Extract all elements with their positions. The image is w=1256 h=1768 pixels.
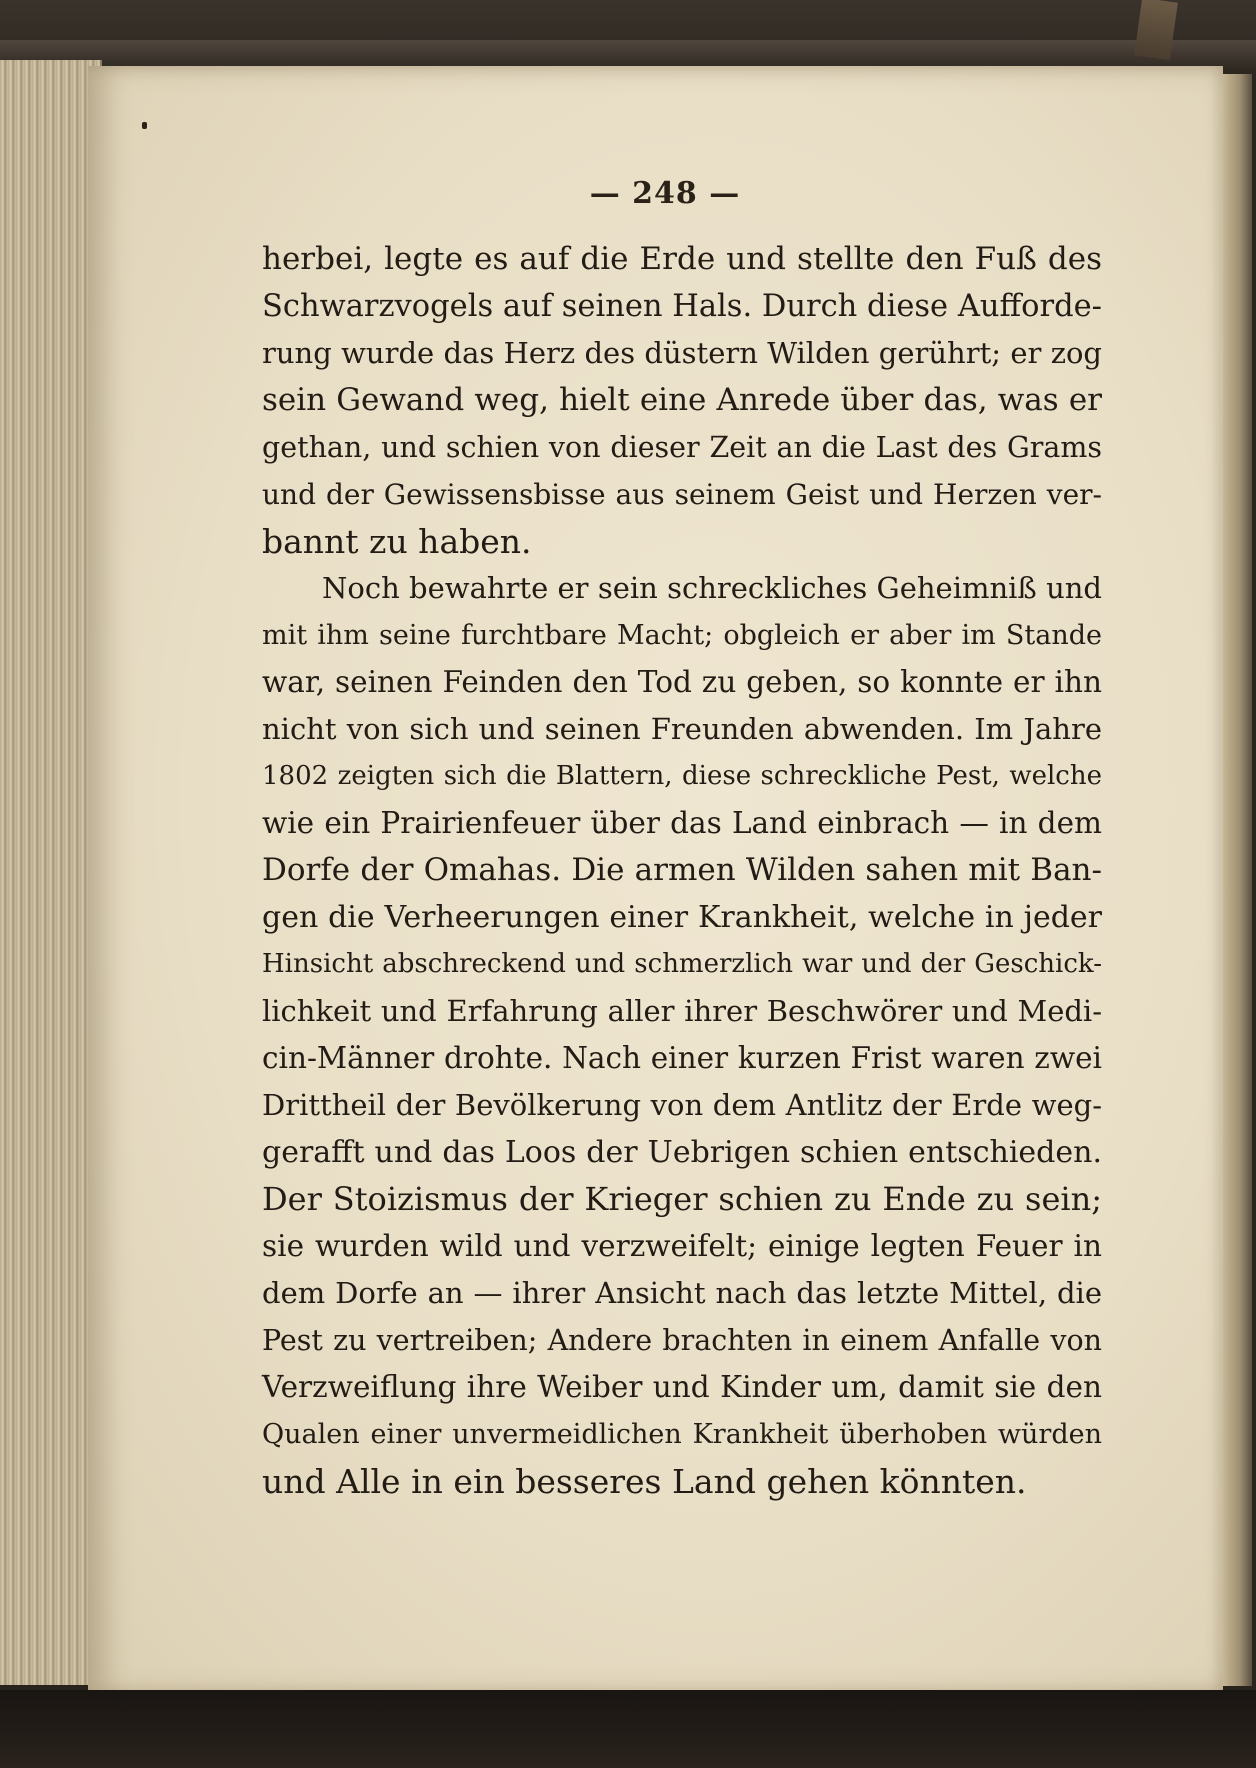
text-line: dem Dorfe an — ihrer Ansicht nach das letzte Mittel, die	[262, 1276, 1102, 1310]
text-line: herbei, legte es auf die Erde und stellte den Fuß des	[262, 241, 1102, 277]
text-line: sein Gewand weg, hielt eine Anrede über das, was er	[262, 382, 1102, 418]
text-line: lichkeit und Erfahrung aller ihrer Beschwörer und Medi-	[262, 994, 1102, 1028]
paragraph-end-line: bannt zu haben.	[262, 522, 532, 561]
text-line: Pest zu vertreiben; Andere brachten in einem Anfalle von	[262, 1324, 1102, 1357]
text-line: Drittheil der Bevölkerung von dem Antlitz der Erde weg-	[262, 1088, 1102, 1122]
page-right-edge	[1222, 74, 1252, 1686]
text-line: Verzweiflung ihre Weiber und Kinder um, damit sie den	[262, 1370, 1102, 1404]
text-line: 1802 zeigten sich die Blattern, diese schreckliche Pest, welche	[262, 761, 1102, 791]
text-line: nicht von sich und seinen Freunden abwenden. Im Jahre	[262, 712, 1102, 746]
text-line: Schwarzvogels auf seinen Hals. Durch diese Aufforde-	[262, 289, 1102, 324]
text-line: gerafft und das Loos der Uebrigen schien entschieden.	[262, 1135, 1102, 1170]
paragraph-start-line: Noch bewahrte er sein schreckliches Geheimniß und	[322, 571, 1102, 605]
text-line: Qualen einer unvermeidlichen Krankheit überhoben würden	[262, 1419, 1102, 1450]
text-line: cin-Männer drohte. Nach einer kurzen Frist waren zwei	[262, 1041, 1102, 1075]
page-text	[262, 236, 1102, 1505]
text-line: wie ein Prairienfeuer über das Land einbrach — in dem	[262, 806, 1102, 840]
text-line: Der Stoizismus der Krieger schien zu Ende zu sein;	[262, 1180, 1102, 1218]
page-stack-edges	[0, 60, 102, 1685]
text-line: sie wurden wild und verzweifelt; einige legten Feuer in	[262, 1229, 1102, 1263]
text-line: war, seinen Feinden den Tod zu geben, so konnte er ihn	[262, 665, 1102, 699]
text-line: Dorfe der Omahas. Die armen Wilden sahen mit Ban-	[262, 852, 1102, 888]
text-line: rung wurde das Herz des düstern Wilden gerührt; er zog	[262, 336, 1102, 370]
text-line: und der Gewissensbisse aus seinem Geist und Herzen ver-	[262, 478, 1102, 511]
text-line: mit ihm seine furchtbare Macht; obgleich er aber im Stande	[262, 620, 1102, 651]
ink-speck	[142, 122, 147, 129]
text-line: gethan, und schien von dieser Zeit an die Last des Grams	[262, 431, 1102, 464]
page-number: — 248 —	[589, 176, 741, 211]
paragraph-end-line: und Alle in ein besseres Land gehen könnten.	[262, 1462, 1027, 1501]
text-line: gen die Verheerungen einer Krankheit, welche in jeder	[262, 900, 1102, 935]
text-line: Hinsicht abschreckend und schmerzlich war und der Geschick-	[262, 949, 1102, 979]
book-cover-bottom	[0, 1690, 1256, 1768]
